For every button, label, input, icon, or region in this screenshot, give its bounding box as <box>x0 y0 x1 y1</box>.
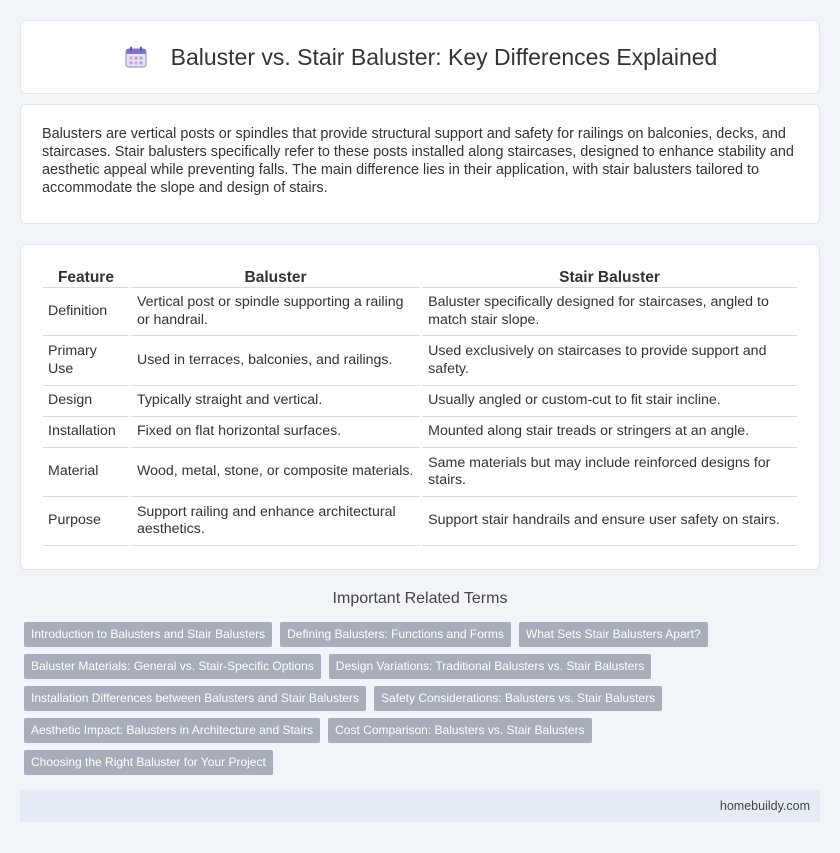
feature-cell: Purpose <box>43 497 129 546</box>
baluster-cell: Fixed on flat horizontal surfaces. <box>131 417 420 448</box>
feature-cell: Design <box>43 386 129 417</box>
baluster-cell: Typically straight and vertical. <box>131 386 420 417</box>
header-stair-baluster: Stair Baluster <box>422 266 797 288</box>
stair-baluster-cell: Mounted along stair treads or stringers at an angle. <box>422 417 797 448</box>
baluster-cell: Wood, metal, stone, or composite materials. <box>131 448 420 497</box>
baluster-cell: Vertical post or spindle supporting a railing or handrail. <box>131 288 420 336</box>
related-terms-list <box>24 622 824 782</box>
footer <box>20 790 820 822</box>
baluster-cell: Used in terraces, balconies, and railings. <box>131 336 420 386</box>
related-term-tag[interactable]: Defining Balusters: Functions and Forms <box>280 622 511 647</box>
related-term-tag[interactable]: What Sets Stair Balusters Apart? <box>519 622 708 647</box>
related-terms-title: Important Related Terms <box>332 590 508 607</box>
related-term-tag[interactable]: Design Variations: Traditional Balusters vs. Stair Balusters <box>329 654 652 679</box>
header-feature: Feature <box>43 266 129 288</box>
feature-cell: Material <box>43 448 129 497</box>
related-term-tag[interactable]: Introduction to Balusters and Stair Balusters <box>24 622 272 647</box>
footer-site-link[interactable]: homebuildy.com <box>719 799 810 813</box>
title-card <box>20 20 820 94</box>
feature-cell: Primary Use <box>43 336 129 386</box>
table-row <box>43 497 797 546</box>
comparison-table-card <box>20 244 820 570</box>
page-title: Baluster vs. Stair Baluster: Key Differences Explained <box>170 43 718 70</box>
intro-card <box>20 104 820 224</box>
tag-row <box>24 718 824 743</box>
stair-baluster-cell: Used exclusively on staircases to provide support and safety. <box>422 336 797 386</box>
table-row <box>43 386 797 417</box>
table-row <box>43 336 797 386</box>
stair-baluster-cell: Baluster specifically designed for staircases, angled to match stair slope. <box>422 288 797 336</box>
calendar-icon <box>123 44 149 70</box>
intro-paragraph: Balusters are vertical posts or spindles that provide structural support and safety for railings on balconies, decks, and staircases. Stair balusters specifically refer to these posts installed along staircases, designed to enhance stability and aesthetic appeal while preventing falls. The main difference lies in their application, with stair balusters tailored to accommodate the slope and design of stairs. <box>42 126 794 196</box>
related-term-tag[interactable]: Aesthetic Impact: Balusters in Architecture and Stairs <box>24 718 320 743</box>
related-term-tag[interactable]: Installation Differences between Balusters and Stair Balusters <box>24 686 366 711</box>
tag-row <box>24 654 824 679</box>
tag-row <box>24 622 824 647</box>
feature-cell: Installation <box>43 417 129 448</box>
tag-row <box>24 686 824 711</box>
feature-cell: Definition <box>43 288 129 336</box>
table-row <box>43 417 797 448</box>
related-term-tag[interactable]: Baluster Materials: General vs. Stair-Specific Options <box>24 654 321 679</box>
tag-row <box>24 750 824 775</box>
table-row <box>43 448 797 497</box>
header-baluster: Baluster <box>131 266 420 288</box>
baluster-cell: Support railing and enhance architectural aesthetics. <box>131 497 420 546</box>
stair-baluster-cell: Support stair handrails and ensure user safety on stairs. <box>422 497 797 546</box>
table-row <box>43 288 797 336</box>
related-term-tag[interactable]: Safety Considerations: Balusters vs. Stair Balusters <box>374 686 662 711</box>
table-header-row <box>43 266 797 288</box>
stair-baluster-cell: Same materials but may include reinforced designs for stairs. <box>422 448 797 497</box>
related-term-tag[interactable]: Choosing the Right Baluster for Your Project <box>24 750 273 775</box>
comparison-table <box>41 266 799 546</box>
stair-baluster-cell: Usually angled or custom-cut to fit stair incline. <box>422 386 797 417</box>
related-term-tag[interactable]: Cost Comparison: Balusters vs. Stair Balusters <box>328 718 591 743</box>
